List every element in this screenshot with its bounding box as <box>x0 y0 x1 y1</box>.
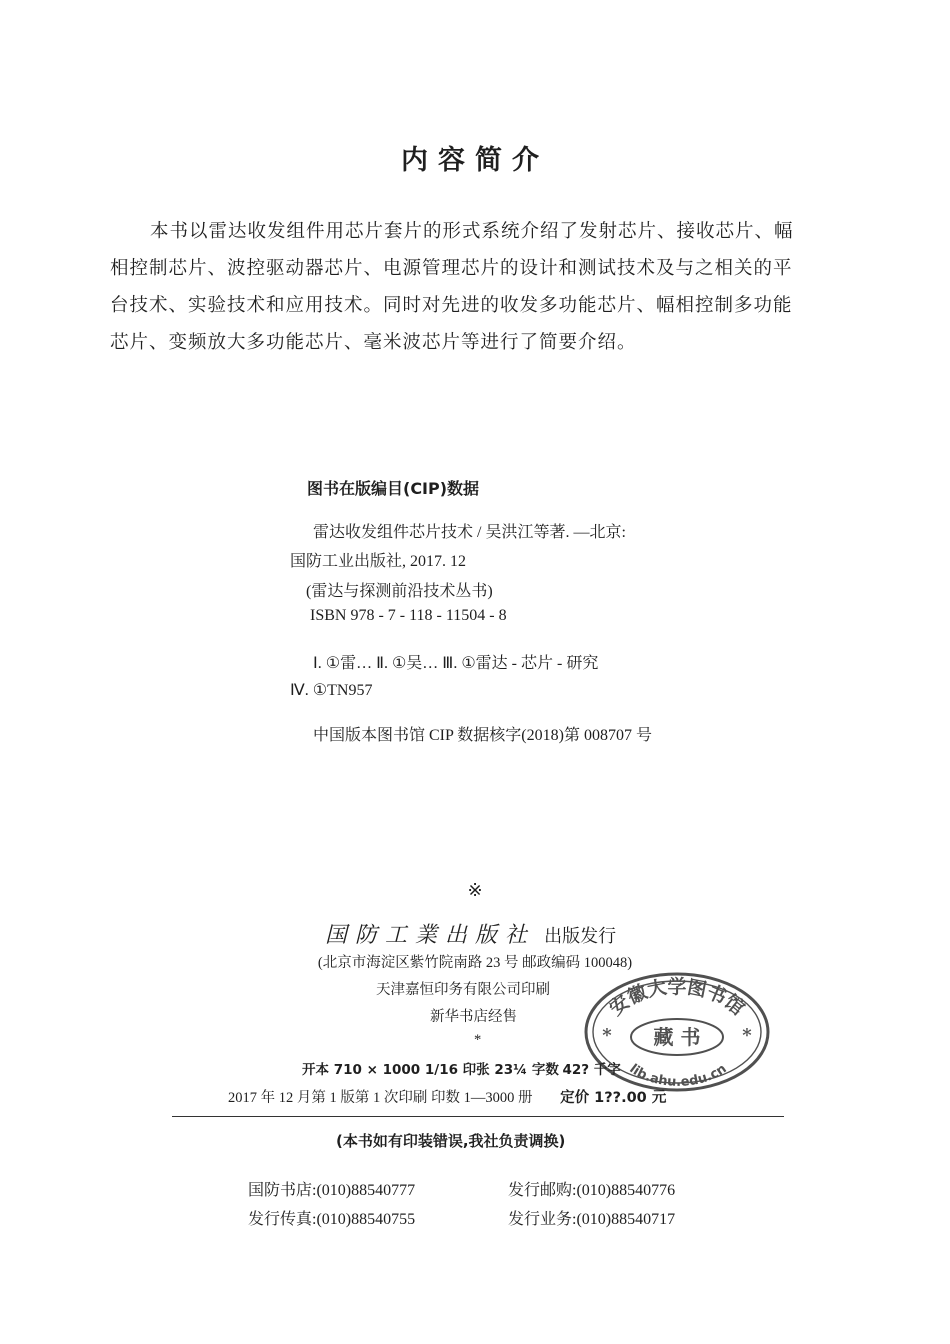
cip-series-line: (雷达与探测前沿技术丛书) <box>306 583 493 600</box>
cip-approval-line: 中国版本图书馆 CIP 数据核字(2018)第 008707 号 <box>313 727 652 744</box>
printer-line: 天津嘉恒印务有限公司印刷 <box>376 982 550 998</box>
publisher-issue-text: 出版发行 <box>544 926 617 947</box>
errata-notice: (本书如有印装错误,我社负责调换) <box>336 1132 566 1150</box>
cip-classification-line: Ⅰ. ①雷… Ⅱ. ①吴… Ⅲ. ①雷达 - 芯片 - 研究 <box>313 655 599 672</box>
cip-publisher-line: 国防工业出版社, 2017. 12 <box>290 553 467 570</box>
divider-mark: ※ <box>467 880 483 901</box>
publisher-logo: 国防工業出版社 <box>325 923 536 948</box>
star-mark: * <box>474 1032 482 1048</box>
cip-book-line: 雷达收发组件芯片技术 / 吴洪江等著. —北京: <box>313 524 626 541</box>
cip-classification-line: Ⅳ. ①TN957 <box>290 682 373 699</box>
stamp-center-text: 藏 书 <box>653 1025 701 1049</box>
summary-line: 台技术、实验技术和应用技术。同时对先进的收发多功能芯片、幅相控制多功能 <box>110 295 793 316</box>
summary-line: 芯片、变频放大多功能芯片、毫米波芯片等进行了简要介绍。 <box>110 332 637 353</box>
library-stamp <box>583 971 771 1093</box>
edition-text: 2017 年 12 月第 1 版第 1 次印刷 印数 1—3000 册 <box>228 1090 533 1106</box>
contact-fax: 发行传真:(010)88540755 <box>248 1211 416 1228</box>
stamp-top-text: 安徽大学图书馆 <box>605 976 749 1020</box>
page-title: 内容简介 <box>401 145 549 176</box>
stamp-star-left: * <box>602 1025 612 1046</box>
summary-line: 相控制芯片、波控驱动器芯片、电源管理芯片的设计和测试技术及与之相关的平 <box>110 258 793 279</box>
specs-line <box>302 1058 621 1079</box>
summary-line: 本书以雷达收发组件用芯片套片的形式系统介绍了发射芯片、接收芯片、幅 <box>150 221 794 242</box>
specs-word-count: 42? 千字 <box>562 1062 621 1078</box>
contact-business: 发行业务:(010)88540717 <box>508 1211 676 1228</box>
contact-bookstore: 国防书店:(010)88540777 <box>248 1182 416 1199</box>
stamp-bottom-text: lib.ahu.edu.cn <box>626 1061 730 1090</box>
summary-paragraph <box>110 213 845 361</box>
price-text: 定价 1??.00 元 <box>560 1090 667 1106</box>
distributor-line: 新华书店经售 <box>430 1009 517 1025</box>
cip-isbn-line: ISBN 978 - 7 - 118 - 11504 - 8 <box>310 607 507 624</box>
contact-mail-order: 发行邮购:(010)88540776 <box>508 1182 676 1199</box>
publisher-logo-line <box>325 918 616 949</box>
stamp-star-right: * <box>742 1025 752 1046</box>
cip-heading: 图书在版编目(CIP)数据 <box>307 479 480 498</box>
specs-text: 开本 710 × 1000 1/16 印张 23¼ 字数 <box>302 1062 559 1078</box>
publisher-address: (北京市海淀区紫竹院南路 23 号 邮政编码 100048) <box>317 955 633 971</box>
divider-line <box>172 1116 784 1117</box>
